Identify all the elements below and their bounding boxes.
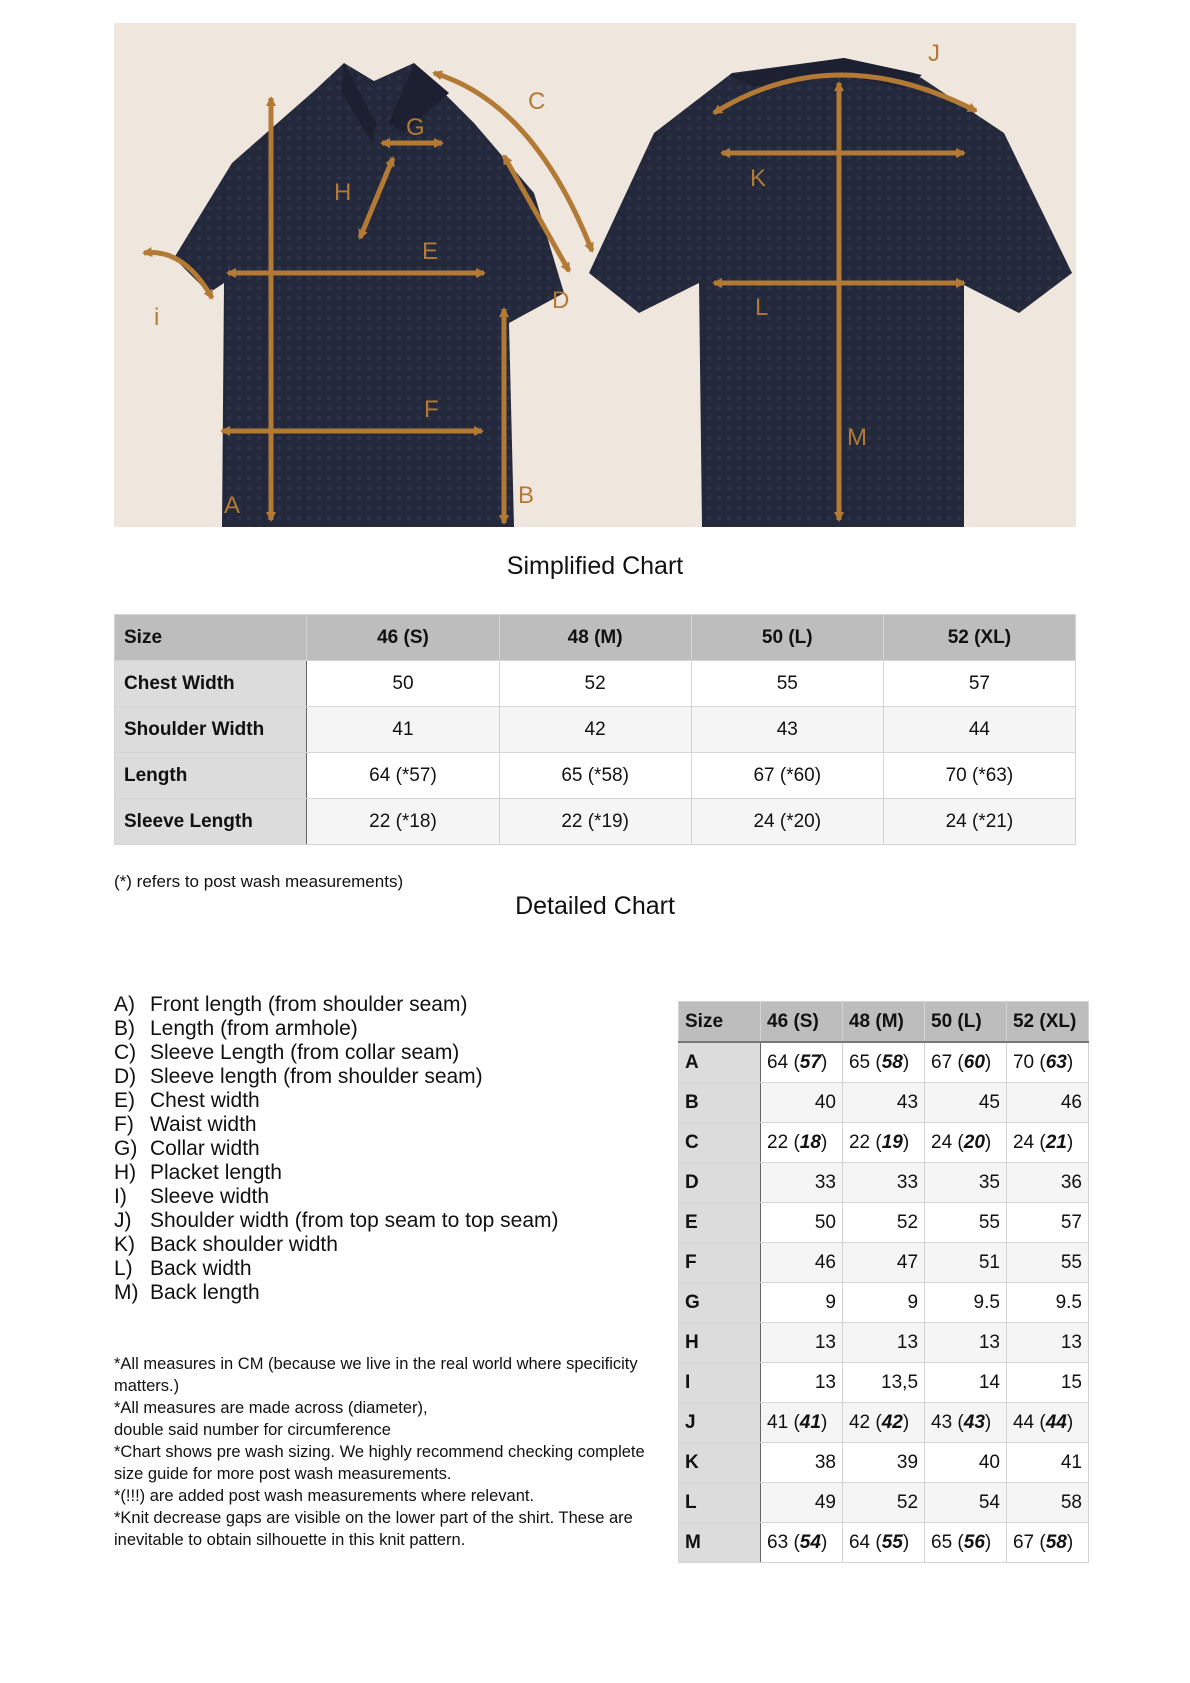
table-cell: 9.5 bbox=[925, 1283, 1007, 1323]
row-label: Shoulder Width bbox=[115, 707, 307, 753]
table-cell: 50 bbox=[307, 661, 499, 707]
table-cell: 67 (*60) bbox=[691, 753, 883, 799]
table-cell: 35 bbox=[925, 1163, 1007, 1203]
table-cell: 50 bbox=[761, 1203, 843, 1243]
table-cell: 41 bbox=[1006, 1443, 1088, 1483]
pre-wash-value: 70 bbox=[1012, 1051, 1035, 1073]
table-cell: 33 bbox=[761, 1163, 843, 1203]
pre-wash-value: 64 bbox=[848, 1531, 871, 1553]
legend-item bbox=[114, 993, 674, 1017]
pre-wash-value: 22 bbox=[767, 1131, 789, 1153]
note-line: *All measures in CM (because we live in the real world where specificity matters.) bbox=[114, 1355, 638, 1395]
legend-key: B) bbox=[114, 1017, 135, 1040]
table-cell: 70 (63) bbox=[1006, 1042, 1088, 1083]
table-header-row bbox=[679, 1002, 1089, 1043]
label-i: i bbox=[154, 304, 160, 331]
header-cell: 46 (S) bbox=[761, 1002, 843, 1043]
legend-key: F) bbox=[114, 1113, 134, 1136]
legend-key: C) bbox=[114, 1041, 137, 1064]
legend-key: L) bbox=[114, 1257, 133, 1280]
table-cell: 33 bbox=[842, 1163, 924, 1203]
row-label: G bbox=[679, 1283, 761, 1323]
row-label: Length bbox=[115, 753, 307, 799]
label-g: G bbox=[406, 114, 425, 141]
table-row bbox=[679, 1363, 1089, 1403]
legend-item bbox=[114, 1041, 674, 1065]
row-label: L bbox=[679, 1483, 761, 1523]
table-header-row bbox=[115, 615, 1076, 661]
legend-item bbox=[114, 1065, 674, 1089]
row-label: B bbox=[679, 1083, 761, 1123]
table-cell: 13 bbox=[925, 1323, 1007, 1363]
note-line: *Chart shows pre wash sizing. We highly recommend checking complete size guide for more post wash measurements. bbox=[114, 1443, 645, 1483]
table-row bbox=[679, 1403, 1089, 1443]
table-row bbox=[679, 1083, 1089, 1123]
legend-item bbox=[114, 1257, 674, 1281]
label-h: H bbox=[334, 179, 352, 206]
label-a: A bbox=[224, 492, 241, 519]
post-wash-value: 63 bbox=[1045, 1051, 1067, 1073]
simplified-size-table bbox=[114, 614, 1076, 845]
table-row bbox=[679, 1323, 1089, 1363]
table-cell: 13 bbox=[842, 1323, 924, 1363]
note-line: *All measures are made across (diameter), bbox=[114, 1399, 428, 1417]
legend-text: Collar width bbox=[150, 1137, 260, 1160]
header-cell: 48 (M) bbox=[842, 1002, 924, 1043]
table-cell: 22 (*18) bbox=[307, 799, 499, 845]
table-cell: 52 bbox=[842, 1203, 924, 1243]
table-cell: 67 (60) bbox=[925, 1042, 1007, 1083]
table-cell: 13 bbox=[1006, 1323, 1088, 1363]
table-row bbox=[679, 1443, 1089, 1483]
table-cell: 43 (43) bbox=[925, 1403, 1007, 1443]
pre-wash-value: 22 bbox=[848, 1131, 871, 1153]
pre-wash-value: 63 bbox=[767, 1531, 789, 1553]
header-cell: 52 (XL) bbox=[883, 615, 1075, 661]
back-shirt-shape bbox=[589, 58, 1072, 527]
legend-item bbox=[114, 1137, 674, 1161]
legend-text: Sleeve length (from shoulder seam) bbox=[150, 1065, 483, 1088]
label-k: K bbox=[750, 165, 767, 192]
post-wash-value: 18 bbox=[799, 1131, 821, 1153]
post-wash-value: 19 bbox=[881, 1131, 903, 1153]
table-cell: 46 bbox=[1006, 1083, 1088, 1123]
note-line: *Knit decrease gaps are visible on the lower part of the shirt. These are inevitable to obtain silhouette in this knit pattern. bbox=[114, 1509, 633, 1549]
table-cell: 22 (*19) bbox=[499, 799, 691, 845]
table-row bbox=[679, 1283, 1089, 1323]
table-cell: 44 bbox=[883, 707, 1075, 753]
table-cell: 22 (18) bbox=[761, 1123, 843, 1163]
header-cell: 52 (XL) bbox=[1006, 1002, 1088, 1043]
label-f: F bbox=[424, 396, 439, 423]
post-wash-value: 58 bbox=[1045, 1531, 1067, 1553]
legend-key: H) bbox=[114, 1161, 137, 1184]
table-row bbox=[115, 661, 1076, 707]
table-cell: 65 (56) bbox=[925, 1523, 1007, 1563]
legend-item bbox=[114, 1113, 674, 1137]
post-wash-value: 55 bbox=[881, 1531, 903, 1553]
table-row bbox=[115, 707, 1076, 753]
pre-wash-value: 65 bbox=[848, 1051, 871, 1073]
post-wash-value: 42 bbox=[881, 1411, 903, 1433]
table-cell: 24 (*20) bbox=[691, 799, 883, 845]
legend-text: Waist width bbox=[150, 1113, 257, 1136]
pre-wash-value: 67 bbox=[1012, 1531, 1035, 1553]
table-cell: 42 bbox=[499, 707, 691, 753]
table-cell: 41 (41) bbox=[761, 1403, 843, 1443]
header-cell: Size bbox=[115, 615, 307, 661]
detailed-table-body bbox=[679, 1042, 1089, 1563]
header-cell: 50 (L) bbox=[691, 615, 883, 661]
table-cell: 45 bbox=[925, 1083, 1007, 1123]
table-cell: 13 bbox=[761, 1363, 843, 1403]
pre-wash-value: 42 bbox=[848, 1411, 871, 1433]
header-cell: 48 (M) bbox=[499, 615, 691, 661]
label-d: D bbox=[552, 287, 570, 314]
table-cell: 15 bbox=[1006, 1363, 1088, 1403]
row-label: I bbox=[679, 1363, 761, 1403]
table-cell: 70 (*63) bbox=[883, 753, 1075, 799]
label-b: B bbox=[518, 482, 535, 509]
table-cell: 44 (44) bbox=[1006, 1403, 1088, 1443]
label-l: L bbox=[755, 294, 769, 321]
label-e: E bbox=[422, 238, 439, 265]
table-cell: 47 bbox=[842, 1243, 924, 1283]
table-cell: 67 (58) bbox=[1006, 1523, 1088, 1563]
row-label: D bbox=[679, 1163, 761, 1203]
table-cell: 24 (21) bbox=[1006, 1123, 1088, 1163]
table-cell: 58 bbox=[1006, 1483, 1088, 1523]
table-cell: 40 bbox=[925, 1443, 1007, 1483]
table-cell: 65 (58) bbox=[842, 1042, 924, 1083]
legend-item bbox=[114, 1161, 674, 1185]
legend-item bbox=[114, 1281, 674, 1305]
pre-wash-value: 24 bbox=[931, 1131, 953, 1153]
row-label: M bbox=[679, 1523, 761, 1563]
detailed-chart-title: Detailed Chart bbox=[515, 892, 675, 920]
row-label: Sleeve Length bbox=[115, 799, 307, 845]
table-cell: 57 bbox=[883, 661, 1075, 707]
legend-item bbox=[114, 1209, 674, 1233]
table-cell: 9 bbox=[842, 1283, 924, 1323]
legend-text: Sleeve Length (from collar seam) bbox=[150, 1041, 460, 1064]
table-cell: 52 bbox=[499, 661, 691, 707]
row-label: A bbox=[679, 1042, 761, 1083]
table-row bbox=[679, 1203, 1089, 1243]
note-line: *(!!!) are added post wash measurements where relevant. bbox=[114, 1487, 535, 1505]
legend-key: D) bbox=[114, 1065, 137, 1088]
table-cell: 14 bbox=[925, 1363, 1007, 1403]
table-row bbox=[679, 1243, 1089, 1283]
legend-text: Sleeve width bbox=[150, 1185, 270, 1208]
legend-text: Chest width bbox=[150, 1089, 260, 1112]
legend-key: A) bbox=[114, 993, 135, 1016]
row-label: C bbox=[679, 1123, 761, 1163]
table-cell: 52 bbox=[842, 1483, 924, 1523]
table-cell: 22 (19) bbox=[842, 1123, 924, 1163]
legend-key: M) bbox=[114, 1281, 139, 1304]
table-cell: 36 bbox=[1006, 1163, 1088, 1203]
note-line: double said number for circumference bbox=[114, 1421, 391, 1439]
table-cell: 49 bbox=[761, 1483, 843, 1523]
pre-wash-value: 65 bbox=[931, 1531, 953, 1553]
row-label: J bbox=[679, 1403, 761, 1443]
table-cell: 43 bbox=[842, 1083, 924, 1123]
label-m: M bbox=[847, 424, 867, 451]
row-label: Chest Width bbox=[115, 661, 307, 707]
table-cell: 55 bbox=[925, 1203, 1007, 1243]
header-cell: 46 (S) bbox=[307, 615, 499, 661]
table-cell: 64 (57) bbox=[761, 1042, 843, 1083]
post-wash-value: 54 bbox=[799, 1531, 821, 1553]
pre-wash-value: 24 bbox=[1012, 1131, 1035, 1153]
legend-item bbox=[114, 1089, 674, 1113]
legend-item bbox=[114, 1017, 674, 1041]
table-row bbox=[115, 753, 1076, 799]
table-cell: 9.5 bbox=[1006, 1283, 1088, 1323]
legend-key: G) bbox=[114, 1137, 138, 1160]
legend-item bbox=[114, 1233, 674, 1257]
table-cell: 40 bbox=[761, 1083, 843, 1123]
legend-text: Length (from armhole) bbox=[150, 1017, 358, 1040]
table-cell: 39 bbox=[842, 1443, 924, 1483]
table-cell: 24 (*21) bbox=[883, 799, 1075, 845]
table-cell: 51 bbox=[925, 1243, 1007, 1283]
row-label: E bbox=[679, 1203, 761, 1243]
table-cell: 46 bbox=[761, 1243, 843, 1283]
post-wash-value: 60 bbox=[963, 1051, 985, 1073]
table-cell: 13 bbox=[761, 1323, 843, 1363]
table-cell: 63 (54) bbox=[761, 1523, 843, 1563]
pre-wash-value: 64 bbox=[767, 1051, 789, 1073]
legend-item bbox=[114, 1185, 674, 1209]
pre-wash-value: 43 bbox=[931, 1411, 953, 1433]
table-cell: 65 (*58) bbox=[499, 753, 691, 799]
table-row bbox=[679, 1123, 1089, 1163]
table-cell: 41 bbox=[307, 707, 499, 753]
legend-key: I) bbox=[114, 1185, 127, 1208]
post-wash-value: 21 bbox=[1045, 1131, 1067, 1153]
table-cell: 43 bbox=[691, 707, 883, 753]
table-cell: 38 bbox=[761, 1443, 843, 1483]
pre-wash-value: 67 bbox=[931, 1051, 953, 1073]
detailed-size-table bbox=[678, 1001, 1089, 1563]
pre-wash-value: 41 bbox=[767, 1411, 789, 1433]
row-label: F bbox=[679, 1243, 761, 1283]
table-cell: 57 bbox=[1006, 1203, 1088, 1243]
legend-key: E) bbox=[114, 1089, 135, 1112]
table-cell: 54 bbox=[925, 1483, 1007, 1523]
post-wash-value: 44 bbox=[1045, 1411, 1067, 1433]
table-cell: 24 (20) bbox=[925, 1123, 1007, 1163]
legend-key: J) bbox=[114, 1209, 132, 1232]
table-cell: 42 (42) bbox=[842, 1403, 924, 1443]
shirt-diagram-svg bbox=[114, 23, 1076, 527]
table-row bbox=[115, 799, 1076, 845]
table-cell: 64 (55) bbox=[842, 1523, 924, 1563]
table-cell: 13,5 bbox=[842, 1363, 924, 1403]
legend-text: Back shoulder width bbox=[150, 1233, 338, 1256]
legend-text: Placket length bbox=[150, 1161, 282, 1184]
row-label: K bbox=[679, 1443, 761, 1483]
label-j: J bbox=[928, 40, 940, 67]
measurement-diagram bbox=[114, 23, 1076, 527]
header-cell: 50 (L) bbox=[925, 1002, 1007, 1043]
post-wash-value: 58 bbox=[881, 1051, 903, 1073]
post-wash-value: 57 bbox=[799, 1051, 821, 1073]
legend-text: Shoulder width (from top seam to top seam) bbox=[150, 1209, 559, 1232]
simplified-chart-title: Simplified Chart bbox=[506, 552, 684, 580]
pre-wash-value: 44 bbox=[1012, 1411, 1035, 1433]
post-wash-value: 41 bbox=[799, 1411, 821, 1433]
post-wash-value: 56 bbox=[963, 1531, 985, 1553]
measurement-notes bbox=[114, 1353, 664, 1551]
legend-text: Back width bbox=[150, 1257, 252, 1280]
table-row bbox=[679, 1483, 1089, 1523]
legend-text: Back length bbox=[150, 1281, 260, 1304]
table-row bbox=[679, 1523, 1089, 1563]
post-wash-value: 20 bbox=[963, 1131, 985, 1153]
row-label: H bbox=[679, 1323, 761, 1363]
post-wash-footnote: (*) refers to post wash measurements) bbox=[114, 872, 404, 891]
table-cell: 55 bbox=[1006, 1243, 1088, 1283]
table-row bbox=[679, 1042, 1089, 1083]
table-cell: 55 bbox=[691, 661, 883, 707]
label-c: C bbox=[528, 88, 546, 115]
legend-text: Front length (from shoulder seam) bbox=[150, 993, 468, 1016]
table-cell: 64 (*57) bbox=[307, 753, 499, 799]
legend-key: K) bbox=[114, 1233, 135, 1256]
post-wash-value: 43 bbox=[963, 1411, 985, 1433]
header-cell: Size bbox=[679, 1002, 761, 1043]
table-row bbox=[679, 1163, 1089, 1203]
table-cell: 9 bbox=[761, 1283, 843, 1323]
measurement-legend bbox=[114, 993, 674, 1305]
